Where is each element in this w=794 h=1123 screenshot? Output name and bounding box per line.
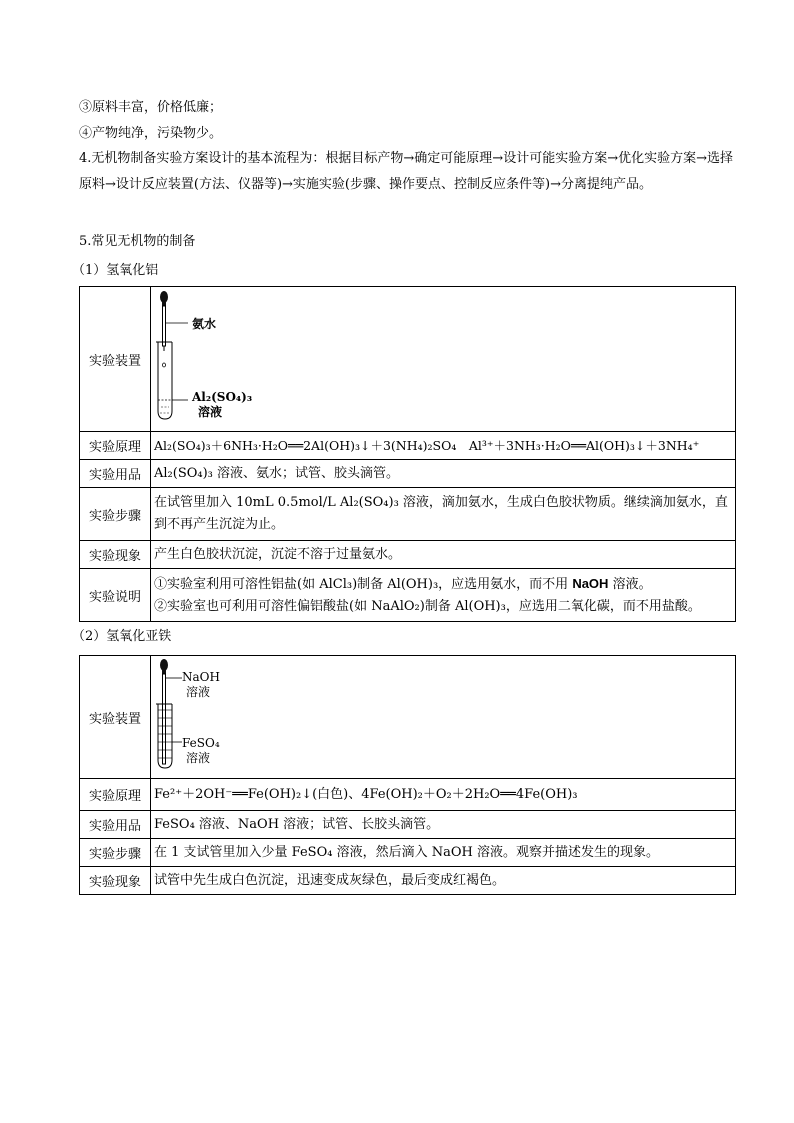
note-1-text: ①实验室利用可溶性铝盐(如 AlCl₃)制备 Al(OH)₃，应选用氨水，而不用: [154, 576, 569, 592]
table-row: [80, 488, 736, 541]
test-tube-long-dropper-icon: [154, 656, 294, 778]
paragraph-4: 4.无机物制备实验方案设计的基本流程为：根据目标产物→确定可能原理→设计可能实验方案→优化实验方案→选择原料→设计反应装置(方法、仪器等)→实施实验(步骤、操作要点、控制反应条件等)→分离提纯产品。: [79, 151, 733, 192]
row-label-phenomenon: 实验现象: [80, 867, 151, 895]
dropper-label-naoh: NaOH: [182, 670, 220, 684]
tube-label-formula: Al₂(SO₄)₃: [192, 390, 253, 404]
table-ferrous-hydroxide: [79, 655, 736, 895]
row-label-apparatus: 实验装置: [80, 287, 151, 432]
row-label-principle: 实验原理: [80, 779, 151, 811]
row-label-steps: 实验步骤: [80, 839, 151, 867]
steps-cell: 在试管里加入 10mL 0.5mol/L Al₂(SO₄)₃ 溶液，滴加氨水，生成白色胶状物质。继续滴加氨水，直到不再产生沉淀为止。: [151, 488, 736, 541]
table-row: [80, 811, 736, 839]
table-row: [80, 541, 736, 569]
apparatus-drawing-al: [154, 287, 732, 431]
section-1-title: （1）氢氧化铝: [72, 263, 159, 278]
table-row: [80, 779, 736, 811]
table-row: [80, 867, 736, 895]
row-label-supplies: 实验用品: [80, 811, 151, 839]
row-label-supplies: 实验用品: [80, 460, 151, 488]
list-item-3: ③原料丰富，价格低廉；: [79, 100, 223, 115]
test-tube-dropper-icon: [154, 287, 294, 431]
note-1-naoh: NaOH: [572, 575, 609, 591]
table-row: [80, 839, 736, 867]
table-row: [80, 287, 736, 432]
note-2: ②实验室也可利用可溶性偏铝酸盐(如 NaAlO₂)制备 Al(OH)₃，应选用二氧化碳，而不用盐酸。: [154, 598, 701, 614]
principle-cell: Al₂(SO₄)₃＋6NH₃·H₂O══2Al(OH)₃↓＋3(NH₄)₂SO₄ Al³⁺＋3NH₃·H₂O══Al(OH)₃↓＋3NH₄⁺: [151, 432, 736, 460]
principle-cell: Fe²⁺＋2OH⁻══Fe(OH)₂↓(白色)、4Fe(OH)₂＋O₂＋2H₂O══4Fe(OH)₃: [151, 779, 736, 811]
tube-label-solution: 溶液: [198, 405, 223, 419]
notes-cell: [151, 569, 736, 622]
table-aluminum-hydroxide: [79, 286, 736, 622]
apparatus-cell: [151, 287, 736, 432]
phenomenon-cell: 试管中先生成白色沉淀，迅速变成灰绿色，最后变成红褐色。: [151, 867, 736, 895]
row-label-apparatus: 实验装置: [80, 656, 151, 779]
apparatus-drawing-fe: [154, 656, 732, 778]
supplies-cell: Al₂(SO₄)₃ 溶液、氨水；试管、胶头滴管。: [151, 460, 736, 488]
row-label-principle: 实验原理: [80, 432, 151, 460]
dropper-label-ammonia: 氨水: [192, 317, 217, 331]
note-1-end: 溶液。: [612, 576, 652, 592]
table-row: [80, 432, 736, 460]
apparatus-cell: [151, 656, 736, 779]
row-label-notes: 实验说明: [80, 569, 151, 622]
table-row: [80, 460, 736, 488]
phenomenon-cell: 产生白色胶状沉淀，沉淀不溶于过量氨水。: [151, 541, 736, 569]
list-item-4: ④产物纯净，污染物少。: [79, 126, 223, 141]
table-row: [80, 569, 736, 622]
row-label-phenomenon: 实验现象: [80, 541, 151, 569]
steps-cell: 在 1 支试管里加入少量 FeSO₄ 溶液，然后滴入 NaOH 溶液。观察并描述发生的现象。: [151, 839, 736, 867]
row-label-steps: 实验步骤: [80, 488, 151, 541]
section-2-title: （2）氢氧化亚铁: [72, 629, 172, 644]
tube-label-solution: 溶液: [186, 751, 211, 765]
dropper-label-solution: 溶液: [186, 685, 211, 699]
tube-label-feso4: FeSO₄: [182, 736, 220, 750]
table-row: [80, 656, 736, 779]
supplies-cell: FeSO₄ 溶液、NaOH 溶液；试管、长胶头滴管。: [151, 811, 736, 839]
heading-5: 5.常见无机物的制备: [79, 234, 196, 249]
note-1: [154, 573, 732, 596]
